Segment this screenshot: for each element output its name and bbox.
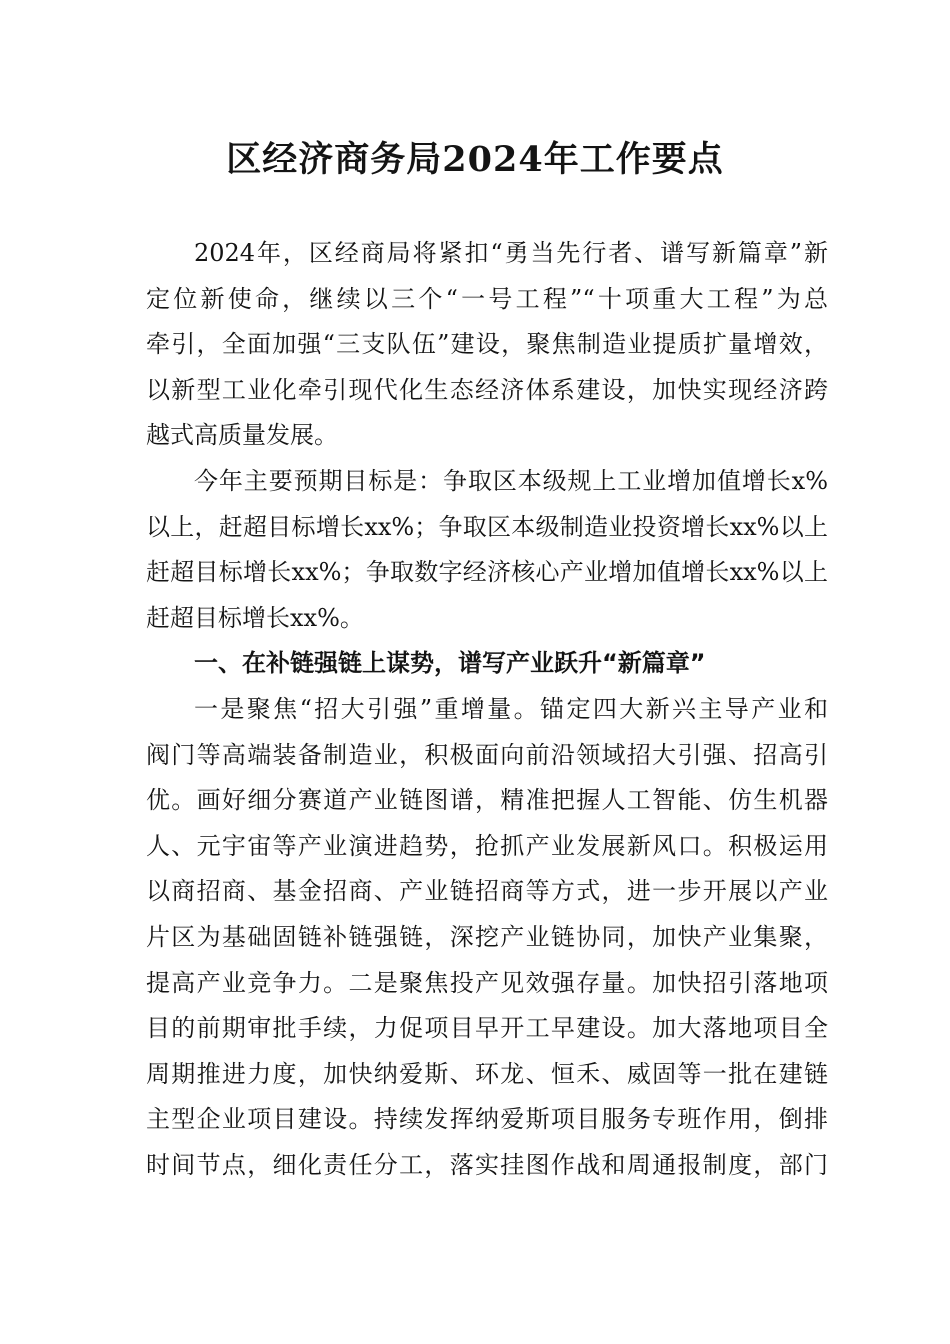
text-line: 目的前期审批手续，力促项目早开工早建设。加大落地项目全 [146, 1014, 828, 1043]
text-line: 主型企业项目建设。持续发挥纳爱斯项目服务专班作用，倒排 [146, 1105, 828, 1134]
text-line: 阀门等高端装备制造业，积极面向前沿领域招大引强、招高引 [146, 740, 828, 769]
text-line: 赶超目标增长xx%。 [146, 603, 364, 632]
text-line: 片区为基础固链补链强链，深挖产业链协同，加快产业集聚， [146, 922, 828, 951]
text-line: 定位新使命，继续以三个“一号工程”“十项重大工程”为总 [146, 284, 828, 313]
text-line: 越式高质量发展。 [146, 421, 338, 450]
text-line: 今年主要预期目标是：争取区本级规上工业增加值增长x% [194, 466, 828, 495]
paragraph-intro [146, 231, 828, 459]
text-line: 优。画好细分赛道产业链图谱，精准把握人工智能、仿生机器 [146, 786, 828, 815]
text-line: 提高产业竞争力。二是聚焦投产见效强存量。加快招引落地项 [146, 968, 828, 997]
paragraph-targets [146, 459, 828, 641]
text-line: 牵引，全面加强“三支队伍”建设，聚焦制造业提质扩量增效， [146, 330, 828, 359]
text-line: 时间节点，细化责任分工，落实挂图作战和周通报制度，部门 [146, 1150, 828, 1179]
text-line: 人、元宇宙等产业演进趋势，抢抓产业发展新风口。积极运用 [146, 831, 828, 860]
text-line: 2024年，区经商局将紧扣“勇当先行者、谱写新篇章”新 [194, 239, 828, 267]
text-line: 赶超目标增长xx%；争取数字经济核心产业增加值增长xx%以上 [146, 558, 828, 587]
text-line: 一是聚焦“招大引强”重增量。锚定四大新兴主导产业和 [194, 694, 828, 723]
document-body [146, 231, 828, 1188]
section-heading: 一、在补链强链上谋势，谱写产业跃升“新篇章” [194, 649, 706, 678]
text-line: 以商招商、基金招商、产业链招商等方式，进一步开展以产业 [146, 877, 828, 906]
text-line: 以上，赶超目标增长xx%；争取区本级制造业投资增长xx%以上 [146, 512, 828, 541]
paragraph-section-1 [146, 687, 828, 1189]
text-line: 周期推进力度，加快纳爱斯、环龙、恒禾、威固等一批在建链 [146, 1059, 828, 1088]
text-line: 以新型工业化牵引现代化生态经济体系建设，加快实现经济跨 [146, 375, 828, 404]
document-title: 区经济商务局2024年工作要点 [226, 139, 724, 180]
